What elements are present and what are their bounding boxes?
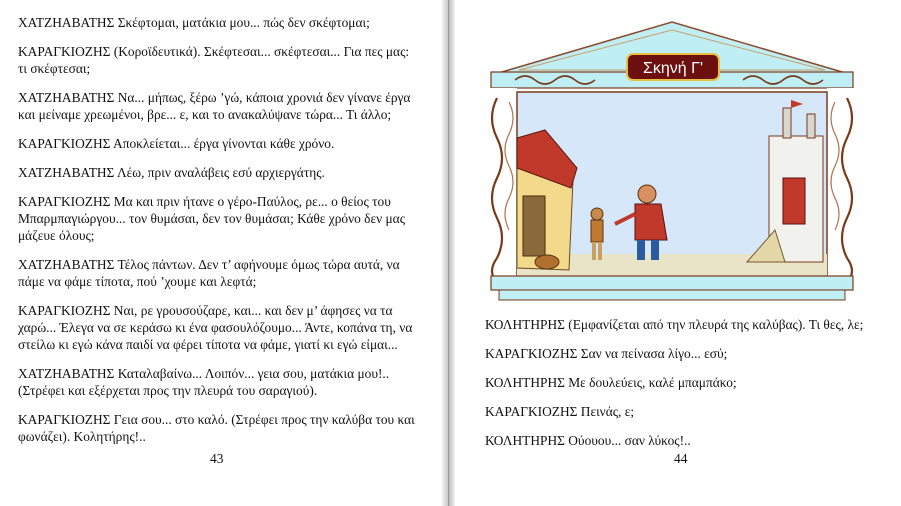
kolitiris-body bbox=[591, 220, 603, 242]
dialogue-line: ΚΟΛΗΤΗΡΗΣ Με δουλεύεις, καλέ μπαμπάκο; bbox=[485, 375, 737, 390]
dialogue-line: ΧΑΤΖΗΑΒΑΤΗΣ Να... μήπως, ξέρω ’γώ, κάποια χρονιά δεν γίνανε έργα και μείναμε χρεωμένοι, βρε... ε, και το ανακαλύψανε τώρα... Τι άλλο; bbox=[18, 90, 411, 122]
karagiozis-leg bbox=[637, 240, 645, 260]
dialogue-line: ΚΑΡΑΓΚΙΟΖΗΣ Γεια σου... στο καλό. (Στρέφει προς την καλύβα του και φωνάζει). Κολητήρης!.. bbox=[18, 412, 415, 444]
dialogue-line: ΧΑΤΖΗΑΒΑΤΗΣ Λέω, πριν αναλάβεις εσύ αρχιεργάτης. bbox=[18, 165, 325, 180]
karagiozis-body bbox=[635, 204, 667, 240]
page-number-left: 43 bbox=[210, 451, 224, 466]
dialogue-line: ΧΑΤΖΗΑΒΑΤΗΣ Σκέφτομαι, ματάκια μου... πώς δεν σκέφτομαι; bbox=[18, 15, 370, 30]
left-page bbox=[0, 0, 442, 506]
dialogue-line: ΚΟΛΗΤΗΡΗΣ Ούουου... σαν λύκος!.. bbox=[485, 433, 691, 448]
right-dialogue bbox=[485, 316, 880, 461]
kolitiris-leg bbox=[592, 242, 596, 260]
stage-base bbox=[499, 290, 845, 300]
page-number-right: 44 bbox=[674, 451, 688, 466]
karagiozis-head bbox=[638, 185, 656, 203]
shadow-theatre-illustration bbox=[485, 18, 859, 308]
dialogue-line: ΚΑΡΑΓΚΙΟΖΗΣ Ναι, ρε γρουσούζαρε, και... και δεν μ’ άφησες να τα χαρώ... Έλεγα να σε κεράσω κι ένα φασουλόζουμο... Άντε, κοπάνα τη, να στείλω κι εγώ κάνα παιδί να φέρει τίποτα να φάμε, γιατί κι εγώ είμαι... bbox=[18, 303, 413, 352]
karagiozis-leg bbox=[651, 240, 659, 260]
hut-pot bbox=[535, 255, 559, 269]
stage-title: Σκηνή Γ' bbox=[643, 60, 703, 77]
dialogue-line: ΚΑΡΑΓΚΙΟΖΗΣ Μα και πριν ήτανε ο γέρο-Παύλος, ρε... ο θείος του Μπαρμπαγιώργου... τον θυμάσαι, δεν τον θυμάσαι; Κάθε χρόνο δεν μας μάζευε όλους; bbox=[18, 194, 406, 243]
dialogue-line: ΚΑΡΑΓΚΙΟΖΗΣ Σαν να πείνασα λίγο... εσύ; bbox=[485, 346, 728, 361]
dialogue-line: ΚΟΛΗΤΗΡΗΣ (Εμφανίζεται από την πλευρά της καλύβας). Τι θες, λε; bbox=[485, 317, 864, 332]
tower-spire bbox=[807, 114, 815, 138]
dialogue-line: ΧΑΤΖΗΑΒΑΤΗΣ Τέλος πάντων. Δεν τ’ αφήνουμε όμως τώρα αυτά, να πάμε να φάμε τίποτα, πού ’χουμε και λεφτά; bbox=[18, 257, 400, 289]
dialogue-line: ΚΑΡΑΓΚΙΟΖΗΣ Πεινάς, ε; bbox=[485, 404, 635, 419]
tower-door bbox=[783, 178, 805, 224]
right-page bbox=[455, 0, 901, 506]
kolitiris-head bbox=[591, 208, 603, 220]
kolitiris-leg bbox=[598, 242, 602, 260]
hut-door bbox=[523, 196, 545, 256]
dialogue-line: ΧΑΤΖΗΑΒΑΤΗΣ Καταλαβαίνω... Λοιπόν... γεια σου, ματάκια μου!.. (Στρέφει και εξέρχεται προς την πλευρά του σαραγιού). bbox=[18, 366, 390, 398]
dialogue-line: ΚΑΡΑΓΚΙΟΖΗΣ Αποκλείεται... έργα γίνονται κάθε χρόνο. bbox=[18, 136, 335, 151]
stage-bottom-band bbox=[491, 276, 853, 290]
tower-spire bbox=[783, 108, 791, 138]
dialogue-line: ΚΑΡΑΓΚΙΟΖΗΣ (Κοροϊδευτικά). Σκέφτεσαι... σκέφτεσαι... Για πες μας: τι σκέφτεσαι; bbox=[18, 44, 410, 76]
